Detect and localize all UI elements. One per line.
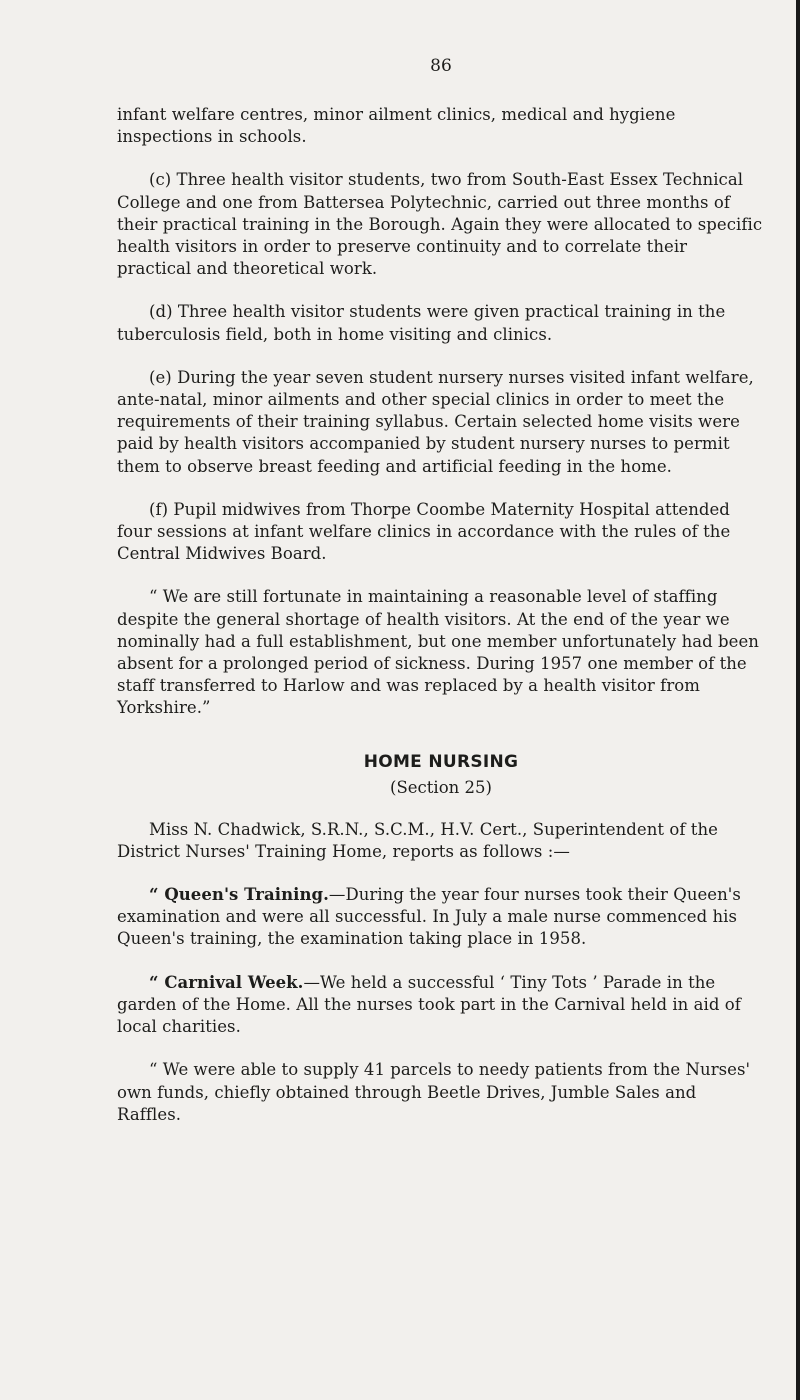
paragraph-queens-text: —During the year four nurses took their Queen's examination and were all successful. In July a male nurse commenced his Queen's training, the examination taking place in 1958. — [117, 885, 741, 949]
document-page — [117, 56, 765, 1147]
section-subheading: (Section 25) — [390, 777, 492, 797]
page-number: 86 — [430, 56, 452, 76]
section-heading: HOME NURSING — [363, 751, 519, 772]
paragraph-staffing-quote: “ We are still fortunate in maintaining a reasonable level of staffing despite the general shortage of health visitors. At the end of the year we nominally had a full establishment, but one member unfortunately had been absent for a prolonged period of sickness. During 1957 one member of the staff transferred to Harlow and was replaced by a health visitor from Yorkshire.” — [117, 587, 759, 718]
run-in-heading-carnival: “ Carnival Week. — [149, 972, 304, 992]
page-edge — [796, 0, 800, 1400]
paragraph-f: (f) Pupil midwives from Thorpe Coombe Maternity Hospital attended four sessions at infant welfare clinics in accordance with the rules of the Central Midwives Board. — [117, 499, 731, 564]
paragraph-continuation: infant welfare centres, minor ailment clinics, medical and hygiene inspections in schools. — [117, 105, 676, 147]
run-in-heading-queens: “ Queen's Training. — [149, 885, 329, 905]
paragraph-intro: Miss N. Chadwick, S.R.N., S.C.M., H.V. Cert., Superintendent of the District Nurses' Training Home, reports as follows :— — [117, 819, 718, 861]
paragraph-carnival-text: —We held a successful ‘ Tiny Tots ’ Parade in the garden of the Home. All the nurses took part in the Carnival held in aid of local charities. — [117, 972, 741, 1037]
paragraph-d: (d) Three health visitor students were given practical training in the tuberculosis field, both in home visiting and clinics. — [117, 302, 726, 344]
paragraph-carnival-week — [117, 972, 765, 1039]
paragraph-c: (c) Three health visitor students, two from South-East Essex Technical College and one from Battersea Polytechnic, carried out three months of their practical training in the Borough. Again they were allocated to specific health visitors in order to preserve continuity and to correlate their practical and theoretical work. — [117, 170, 763, 279]
paragraph-e: (e) During the year seven student nursery nurses visited infant welfare, ante-natal, minor ailments and other special clinics in order to meet the requirements of their training syllabus. Certain selected home visits were paid by health visitors accompanied by student nursery nurses to permit them to observe breast feeding and artificial feeding in the home. — [117, 367, 754, 476]
paragraph-queens-training — [117, 884, 765, 951]
paragraph-parcels: “ We were able to supply 41 parcels to needy patients from the Nurses' own funds, chiefly obtained through Beetle Drives, Jumble Sales and Raffles. — [117, 1060, 751, 1124]
